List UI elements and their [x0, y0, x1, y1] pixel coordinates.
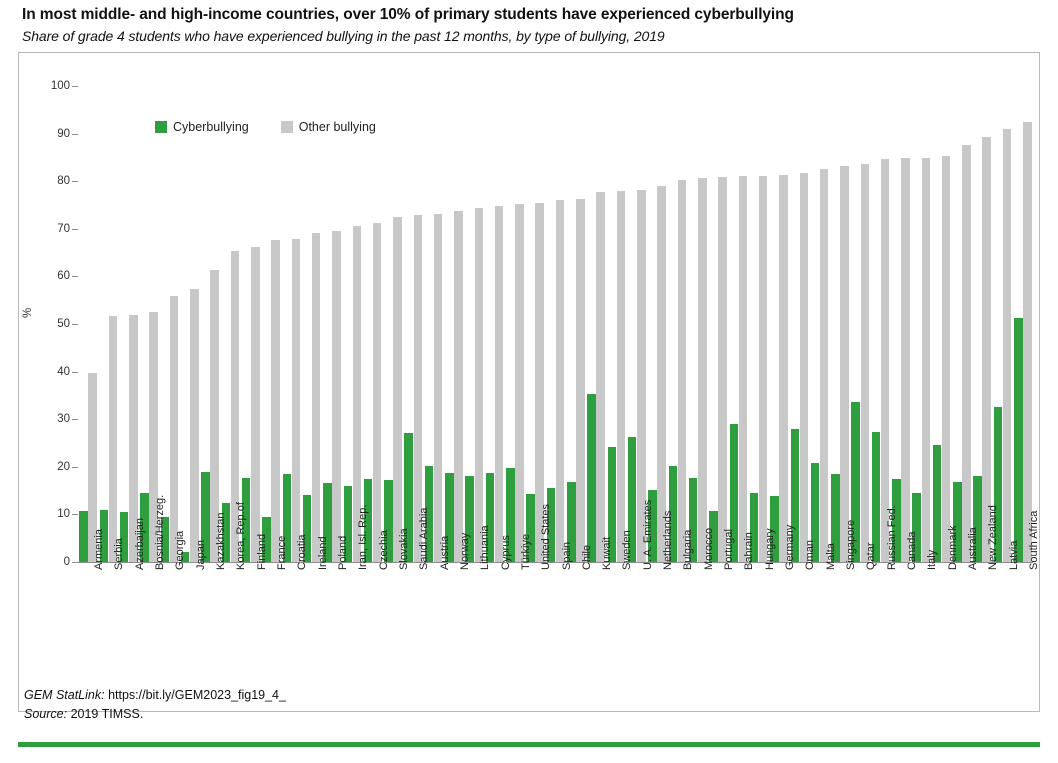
bar-group: [506, 86, 524, 562]
source-value: 2019 TIMSS.: [70, 707, 144, 721]
y-tick-label: 90: [57, 127, 70, 140]
bar-group: [404, 86, 422, 562]
x-axis-label: Japan: [194, 540, 207, 570]
bar-other-bullying: [678, 180, 687, 562]
bar-group: [933, 86, 951, 562]
x-axis-label: Netherlands: [662, 510, 675, 570]
bar-group: [384, 86, 402, 562]
y-tick-label: 70: [57, 222, 70, 235]
bar-group: [608, 86, 626, 562]
x-axis-label: Bahrain: [743, 532, 756, 570]
legend-label-other-bullying: Other bullying: [298, 120, 376, 134]
x-axis-label: Canada: [905, 531, 918, 570]
bar-other-bullying: [271, 240, 280, 562]
bar-group: [669, 86, 687, 562]
x-axis-label: Spain: [560, 541, 573, 570]
x-axis-label: Austria: [438, 535, 451, 570]
y-tick-label: 80: [57, 175, 70, 188]
bar-cyberbullying: [1014, 318, 1023, 562]
x-axis-label: Morocco: [702, 527, 715, 570]
bar-other-bullying: [454, 211, 463, 562]
x-axis-label: Bulgaria: [682, 529, 695, 570]
bar-other-bullying: [312, 233, 321, 562]
chart-legend: [155, 120, 402, 134]
x-axis-label: Malta: [824, 543, 837, 570]
x-axis-label: Czechia: [377, 530, 390, 570]
x-axis-label: Armenia: [93, 529, 106, 570]
x-axis-label: Qatar: [865, 542, 878, 570]
bar-group: [425, 86, 443, 562]
x-axis-label: Denmark: [946, 525, 959, 570]
bar-group: [161, 86, 179, 562]
bar-other-bullying: [982, 137, 991, 562]
bar-other-bullying: [596, 192, 605, 562]
x-axis-label: Russian Fed.: [885, 505, 898, 570]
x-axis-label: Sweden: [621, 530, 634, 570]
bar-group: [912, 86, 930, 562]
x-axis-label: United States: [540, 503, 553, 570]
bar-cyberbullying: [79, 511, 88, 562]
y-axis-title: %: [22, 307, 34, 318]
bar-group: [79, 86, 97, 562]
x-axis-label: Australia: [966, 527, 979, 570]
source-label: Source:: [24, 707, 68, 721]
x-axis-label: Croatia: [296, 534, 309, 570]
bar-group: [689, 86, 707, 562]
bar-other-bullying: [962, 145, 971, 562]
statlink: [24, 688, 286, 702]
x-axis-label: Kuwait: [601, 536, 614, 570]
bar-other-bullying: [881, 159, 890, 562]
y-tick-label: 50: [57, 318, 70, 330]
y-tick-label: 100: [50, 80, 70, 92]
y-tick-label: 10: [57, 508, 70, 521]
x-axis-label: Italy: [926, 549, 939, 570]
y-tick-label: 60: [57, 270, 70, 283]
bar-group: [892, 86, 910, 562]
plot-area: [78, 86, 1033, 562]
bars-container: [78, 86, 1033, 562]
bar-group: [181, 86, 199, 562]
statlink-label: GEM StatLink:: [24, 688, 105, 702]
bar-group: [364, 86, 382, 562]
x-axis-label: Lithuania: [479, 525, 492, 570]
x-axis-label: Finland: [255, 533, 268, 570]
bar-group: [709, 86, 727, 562]
x-axis-label: Bosnia/Herzeg.: [154, 494, 167, 570]
legend-swatch-cyberbullying: [155, 121, 167, 133]
bar-group: [100, 86, 118, 562]
bar-group: [587, 86, 605, 562]
x-axis-label: Ireland: [316, 536, 329, 570]
bar-other-bullying: [779, 175, 788, 562]
bar-other-bullying: [820, 169, 829, 562]
bar-group: [648, 86, 666, 562]
x-axis-label: Iran, Isl. Rep.: [357, 504, 370, 570]
bar-group: [303, 86, 321, 562]
statlink-url[interactable]: https://bit.ly/GEM2023_fig19_4_: [108, 688, 286, 702]
bar-other-bullying: [861, 164, 870, 562]
bar-group: [994, 86, 1012, 562]
bar-other-bullying: [739, 176, 748, 562]
x-axis-label: Chile: [580, 544, 593, 570]
legend-label-cyberbullying: Cyberbullying: [173, 120, 249, 134]
legend-item-other-bullying: [281, 120, 376, 134]
x-axis-label: Poland: [336, 535, 349, 570]
bar-other-bullying: [759, 176, 768, 563]
bar-other-bullying: [698, 178, 707, 562]
bottom-accent-bar: [18, 742, 1040, 747]
x-axis-label: New Zealand: [987, 505, 1000, 570]
bar-group: [1014, 86, 1032, 562]
bar-group: [526, 86, 544, 562]
bar-group: [262, 86, 280, 562]
bar-group: [120, 86, 138, 562]
bar-other-bullying: [942, 156, 951, 562]
bar-group: [770, 86, 788, 562]
bar-cyberbullying: [587, 394, 596, 562]
x-axis-label: Serbia: [113, 538, 126, 570]
bar-other-bullying: [393, 217, 402, 562]
bar-other-bullying: [840, 166, 849, 562]
bar-other-bullying: [901, 158, 910, 562]
bar-group: [283, 86, 301, 562]
bar-group: [344, 86, 362, 562]
bar-group: [567, 86, 585, 562]
y-tick-label: 20: [57, 460, 70, 473]
bar-other-bullying: [515, 204, 524, 562]
x-axis-label: U. A. Emirates: [641, 499, 654, 570]
bar-group: [323, 86, 341, 562]
bar-cyberbullying: [933, 445, 942, 562]
bar-other-bullying: [556, 200, 565, 562]
x-axis-label: Germany: [784, 524, 796, 570]
legend-item-cyberbullying: [155, 120, 249, 134]
x-axis-label: Portugal: [723, 529, 736, 570]
bar-group: [811, 86, 829, 562]
x-axis-label: Türkiye: [519, 533, 532, 570]
bar-other-bullying: [657, 186, 666, 562]
x-axis-label: Slovakia: [397, 528, 410, 570]
bar-group: [953, 86, 971, 562]
bar-group: [201, 86, 219, 562]
bar-group: [851, 86, 869, 562]
x-axis-label: Norway: [458, 532, 471, 570]
bar-group: [465, 86, 483, 562]
bar-other-bullying: [800, 173, 809, 562]
bar-other-bullying: [617, 191, 626, 562]
bar-group: [831, 86, 849, 562]
bar-group: [486, 86, 504, 562]
x-axis-label: France: [276, 535, 289, 570]
x-axis-label: Georgia: [174, 530, 187, 570]
bar-other-bullying: [332, 231, 341, 562]
bar-group: [222, 86, 240, 562]
bar-other-bullying: [576, 199, 585, 562]
bar-other-bullying: [922, 158, 931, 562]
bar-group: [628, 86, 646, 562]
bar-other-bullying: [1023, 122, 1032, 562]
bar-group: [140, 86, 158, 562]
y-tick-label: 0: [63, 556, 70, 568]
bar-group: [445, 86, 463, 562]
bar-other-bullying: [434, 214, 443, 562]
x-axis-label: Azerbaijan: [133, 518, 146, 570]
x-axis-label: Saudi Arabia: [418, 507, 431, 570]
x-axis-label: South Africa: [1027, 510, 1040, 570]
y-tick-label: 30: [57, 413, 70, 426]
bar-other-bullying: [475, 208, 484, 562]
bar-other-bullying: [251, 247, 260, 562]
bar-other-bullying: [495, 206, 504, 562]
y-tick-label: 40: [57, 365, 70, 378]
x-axis-label: Oman: [804, 540, 817, 570]
x-axis-label: Korea, Rep.of: [235, 502, 248, 570]
bar-other-bullying: [170, 296, 179, 562]
legend-swatch-other-bullying: [281, 121, 293, 133]
bar-group: [750, 86, 768, 562]
bar-group: [872, 86, 890, 562]
x-axis-label: Cyprus: [499, 535, 512, 570]
page-subtitle: Share of grade 4 students who have experienced bullying in the past 12 months, by type of bullying, 2019: [22, 28, 665, 44]
bar-group: [242, 86, 260, 562]
page-title: In most middle- and high-income countries, over 10% of primary students have experienced cyberbullying: [22, 6, 794, 23]
x-axis-label: Hungary: [763, 528, 776, 570]
bar-other-bullying: [292, 239, 301, 562]
bar-other-bullying: [190, 289, 199, 562]
y-axis-labels: [40, 0, 70, 763]
bar-group: [973, 86, 991, 562]
bar-group: [547, 86, 565, 562]
x-axis-label: Latvia: [1007, 540, 1020, 570]
source-note: [24, 707, 143, 721]
bar-group: [730, 86, 748, 562]
x-axis-label: Singapore: [844, 519, 857, 570]
bar-group: [791, 86, 809, 562]
bar-other-bullying: [718, 177, 727, 562]
bar-other-bullying: [1003, 129, 1012, 562]
bar-other-bullying: [373, 223, 382, 562]
x-axis-label: Kazakhstan: [215, 512, 228, 570]
bar-other-bullying: [109, 316, 118, 562]
